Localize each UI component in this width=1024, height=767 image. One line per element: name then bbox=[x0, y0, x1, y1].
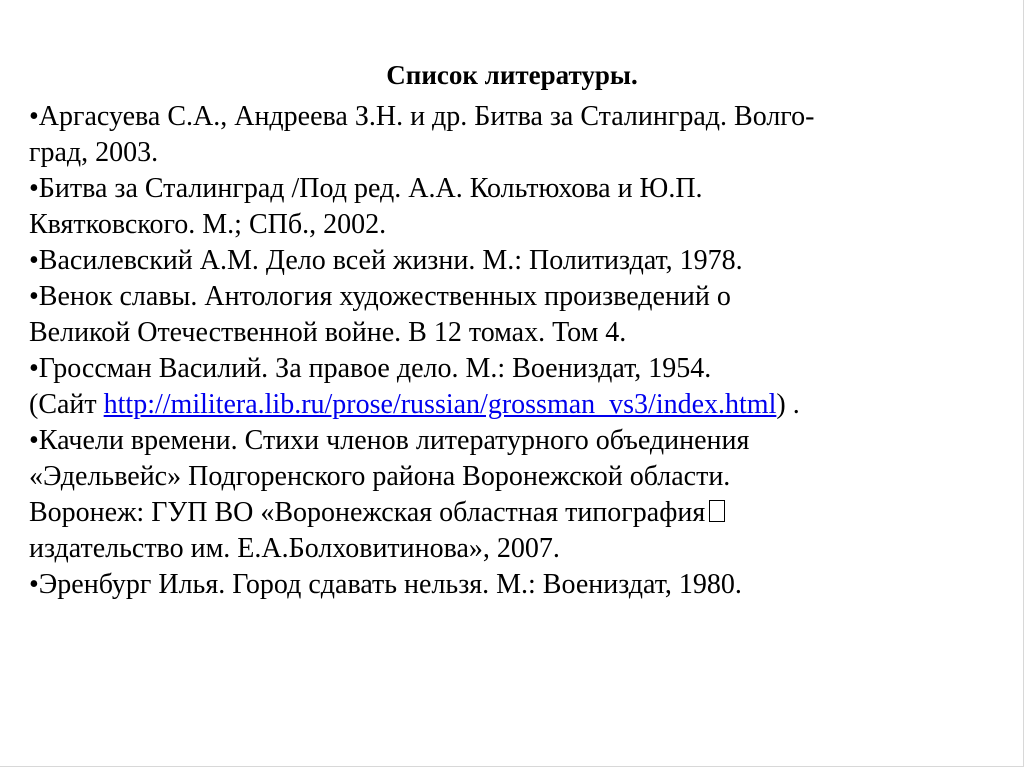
reference-item bbox=[29, 351, 1004, 423]
reference-line: •Качели времени. Стихи членов литературного объединения bbox=[29, 425, 750, 456]
reference-item bbox=[29, 99, 1004, 171]
page-title: Список литературы. bbox=[386, 60, 638, 90]
militera-link[interactable]: http://militera.lib.ru/prose/russian/grossman_vs3/index.html bbox=[103, 389, 777, 420]
reference-item bbox=[29, 243, 1004, 279]
reference-item bbox=[29, 567, 1004, 603]
reference-line: •Эренбург Илья. Город сдавать нельзя. М.: Воениздат, 1980. bbox=[29, 569, 742, 600]
reference-line bbox=[29, 495, 1004, 531]
site-prefix: (Сайт bbox=[29, 389, 104, 420]
missing-glyph-icon bbox=[709, 500, 725, 522]
reference-item bbox=[29, 279, 1004, 351]
reference-list bbox=[29, 99, 1004, 603]
reference-item bbox=[29, 171, 1004, 243]
reference-site-line bbox=[29, 387, 1004, 423]
reference-line: •Гроссман Василий. За правое дело. М.: Воениздат, 1954. bbox=[29, 353, 712, 384]
site-suffix: ) . bbox=[776, 389, 800, 420]
reference-item bbox=[29, 423, 1004, 567]
reference-line: «Эдельвейс» Подгоренского района Воронежской области. bbox=[29, 461, 731, 492]
reference-line: издательство им. Е.А.Болховитинова», 2007. bbox=[29, 533, 560, 564]
reference-line: •Аргасуева С.А., Андреева З.Н. и др. Битва за Сталинград. Волго- bbox=[29, 101, 815, 132]
reference-line: •Битва за Сталинград /Под ред. А.А. Кольтюхова и Ю.П. bbox=[29, 173, 703, 204]
reference-line: град, 2003. bbox=[29, 137, 159, 168]
reference-line: •Венок славы. Антология художественных произведений о bbox=[29, 281, 731, 312]
reference-line-text: Воронеж: ГУП ВО «Воронежская областная типография bbox=[29, 497, 706, 528]
reference-line: Квятковского. М.; СПб., 2002. bbox=[29, 209, 387, 240]
reference-line: •Василевский А.М. Дело всей жизни. М.: Политиздат, 1978. bbox=[29, 245, 743, 276]
reference-line: Великой Отечественной войне. В 12 томах. Том 4. bbox=[29, 317, 627, 348]
